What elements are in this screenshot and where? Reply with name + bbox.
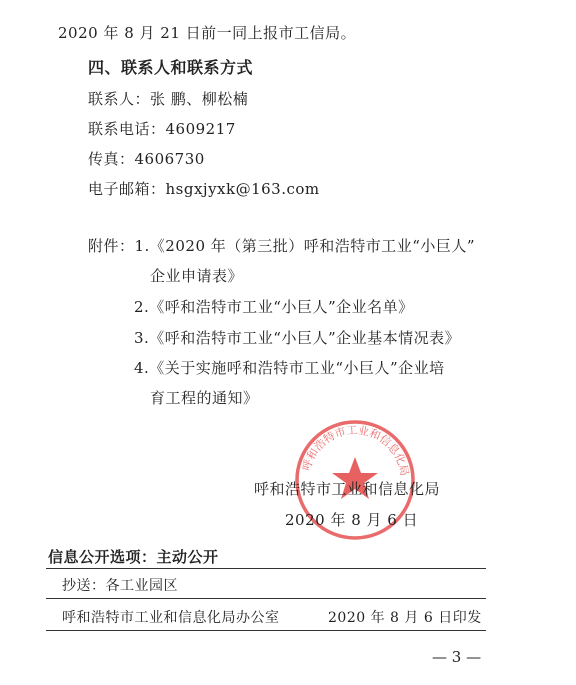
page-number: — 3 — <box>432 648 482 666</box>
contact-phone: 联系电话：4609217 <box>88 120 236 138</box>
attachment-item-4-cont: 育工程的通知》 <box>150 389 259 407</box>
contact-fax: 传真：4606730 <box>88 150 205 168</box>
cc-recipients: 抄送：各工业园区 <box>62 578 178 594</box>
issuer-office: 呼和浩特市工业和信息化局办公室 <box>62 610 280 626</box>
attachment-item-3: 3.《呼和浩特市工业“小巨人”企业基本情况表》 <box>134 329 461 347</box>
contact-email: 电子邮箱：hsgxjyxk@163.com <box>88 180 320 198</box>
attachment-item-1-cont: 企业申请表》 <box>150 267 244 285</box>
top-line: 2020 年 8 月 21 日前一同上报市工信局。 <box>58 24 357 42</box>
svg-text:呼和浩特市工业和信息化局: 呼和浩特市工业和信息化局 <box>299 423 411 477</box>
attachment-item-4: 4.《关于实施呼和浩特市工业“小巨人”企业培 <box>134 359 445 377</box>
signature-org: 呼和浩特市工业和信息化局 <box>254 480 441 498</box>
attachment-item-2: 2.《呼和浩特市工业“小巨人”企业名单》 <box>134 298 414 316</box>
attachment-item-1: 附件：1.《2020 年（第三批）呼和浩特市工业“小巨人” <box>88 237 476 255</box>
signature-date: 2020 年 8 月 6 日 <box>285 511 419 529</box>
contact-person: 联系人：张 鹏、柳松楠 <box>88 90 249 108</box>
divider-top <box>46 568 486 569</box>
divider-middle <box>46 598 486 599</box>
section-heading: 四、联系人和联系方式 <box>88 58 254 77</box>
disclosure-option: 信息公开选项：主动公开 <box>48 548 219 566</box>
divider-bottom <box>46 630 486 631</box>
print-date: 2020 年 8 月 6 日印发 <box>328 610 482 626</box>
